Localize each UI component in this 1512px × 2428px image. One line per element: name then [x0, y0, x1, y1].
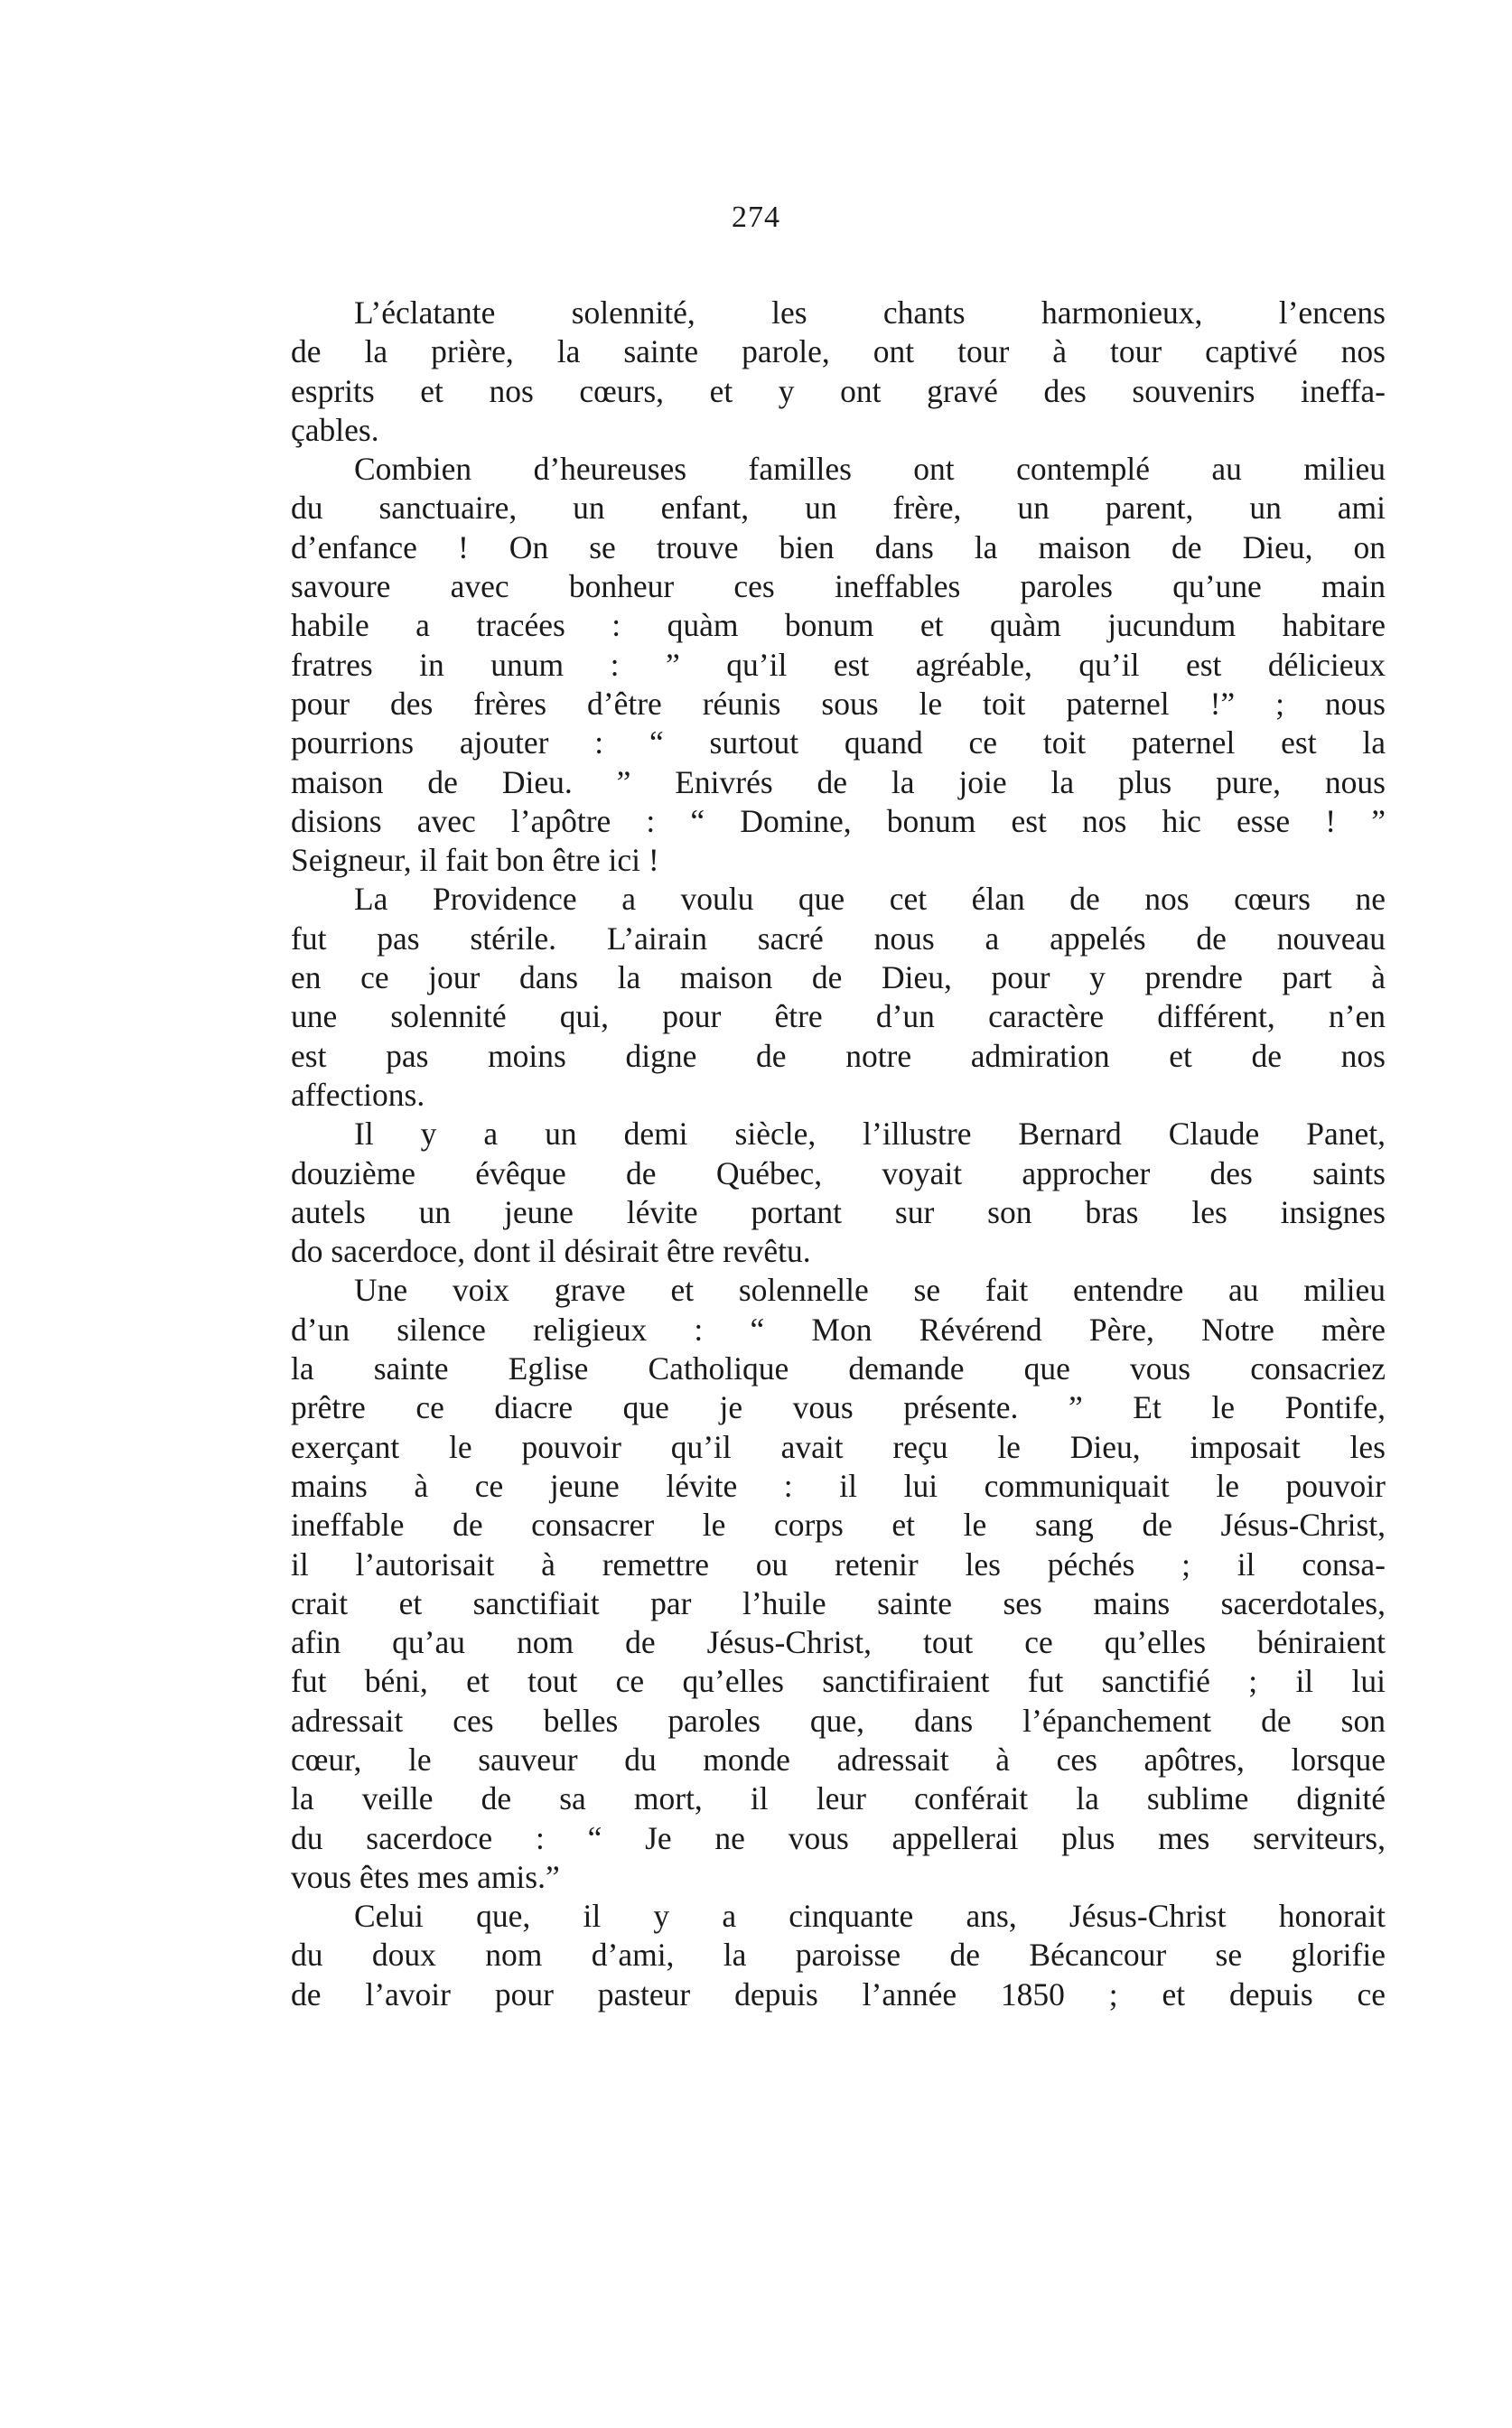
text-line: pourrions ajouter : “ surtout quand ce toit paternel est la [291, 724, 1386, 761]
text-line: adressait ces belles paroles que, dans l’épanchement de son [291, 1702, 1386, 1739]
text-line: mains à ce jeune lévite : il lui communiquait le pouvoir [291, 1467, 1386, 1504]
text-line: fratres in unum : ” qu’il est agréable, qu’il est délicieux [291, 646, 1386, 683]
text-line: de l’avoir pour pasteur depuis l’année 1850 ; et depuis ce [291, 1975, 1386, 2012]
text-line: fut pas stérile. L’airain sacré nous a appelés de nouveau [291, 920, 1386, 957]
text-line: autels un jeune lévite portant sur son bras les insignes [291, 1193, 1386, 1230]
text-line: d’un silence religieux : “ Mon Révérend Père, Notre mère [291, 1311, 1386, 1348]
text-line: la sainte Eglise Catholique demande que vous consacriez [291, 1350, 1386, 1387]
text-line: prêtre ce diacre que je vous présente. ” Et le Pontife, [291, 1389, 1386, 1426]
text-line: savoure avec bonheur ces ineffables paroles qu’une main [291, 568, 1386, 605]
text-line: Seigneur, il fait bon être ici ! [291, 842, 659, 879]
text-line: çables. [291, 411, 379, 448]
body-text [291, 294, 1386, 2014]
text-line: cœur, le sauveur du monde adressait à ces apôtres, lorsque [291, 1741, 1386, 1778]
text-line: ineffable de consacrer le corps et le sang de Jésus-Christ, [291, 1507, 1386, 1544]
text-line: afin qu’au nom de Jésus-Christ, tout ce qu’elles béniraient [291, 1624, 1386, 1661]
text-line: il l’autorisait à remettre ou retenir les péchés ; il consa- [291, 1546, 1386, 1583]
text-line: Combien d’heureuses familles ont contemplé au milieu [354, 451, 1386, 488]
text-line: du sanctuaire, un enfant, un frère, un parent, un ami [291, 490, 1386, 527]
text-line: du doux nom d’ami, la paroisse de Bécancour se glorifie [291, 1937, 1386, 1974]
text-line: vous êtes mes amis.” [291, 1858, 560, 1895]
text-line: Il y a un demi siècle, l’illustre Bernard Claude Panet, [354, 1116, 1386, 1153]
text-line: La Providence a voulu que cet élan de nos cœurs ne [354, 881, 1386, 918]
text-line: crait et sanctifiait par l’huile sainte ses mains sacerdotales, [291, 1584, 1386, 1621]
text-line: est pas moins digne de notre admiration et de nos [291, 1037, 1386, 1074]
text-line: de la prière, la sainte parole, ont tour à tour captivé nos [291, 333, 1386, 370]
text-line: disions avec l’apôtre : “ Domine, bonum est nos hic esse ! ” [291, 802, 1386, 839]
text-line: maison de Dieu. ” Enivrés de la joie la plus pure, nous [291, 763, 1386, 800]
text-line: en ce jour dans la maison de Dieu, pour y prendre part à [291, 959, 1386, 996]
text-line: douzième évêque de Québec, voyait approcher des saints [291, 1154, 1386, 1191]
text-line: Une voix grave et solennelle se fait entendre au milieu [354, 1272, 1386, 1309]
text-line: pour des frères d’être réunis sous le toit paternel !” ; nous [291, 685, 1386, 722]
text-line: affections. [291, 1076, 425, 1113]
text-line: habile a tracées : quàm bonum et quàm jucundum habitare [291, 607, 1386, 644]
text-line: la veille de sa mort, il leur conférait la sublime dignité [291, 1780, 1386, 1817]
text-line: L’éclatante solennité, les chants harmonieux, l’encens [354, 294, 1386, 331]
text-line: exerçant le pouvoir qu’il avait reçu le Dieu, imposait les [291, 1428, 1386, 1465]
text-line: d’enfance ! On se trouve bien dans la maison de Dieu, on [291, 528, 1386, 565]
text-line: fut béni, et tout ce qu’elles sanctifiraient fut sanctifié ; il lui [291, 1663, 1386, 1700]
text-line: du sacerdoce : “ Je ne vous appellerai plus mes serviteurs, [291, 1819, 1386, 1856]
text-line: do sacerdoce, dont il désirait être revêtu. [291, 1233, 811, 1270]
text-line: une solennité qui, pour être d’un caractère différent, n’en [291, 998, 1386, 1035]
text-line: Celui que, il y a cinquante ans, Jésus-Christ honorait [354, 1898, 1386, 1935]
page-number: 274 [732, 201, 780, 234]
text-line: esprits et nos cœurs, et y ont gravé des souvenirs ineffa- [291, 372, 1386, 409]
